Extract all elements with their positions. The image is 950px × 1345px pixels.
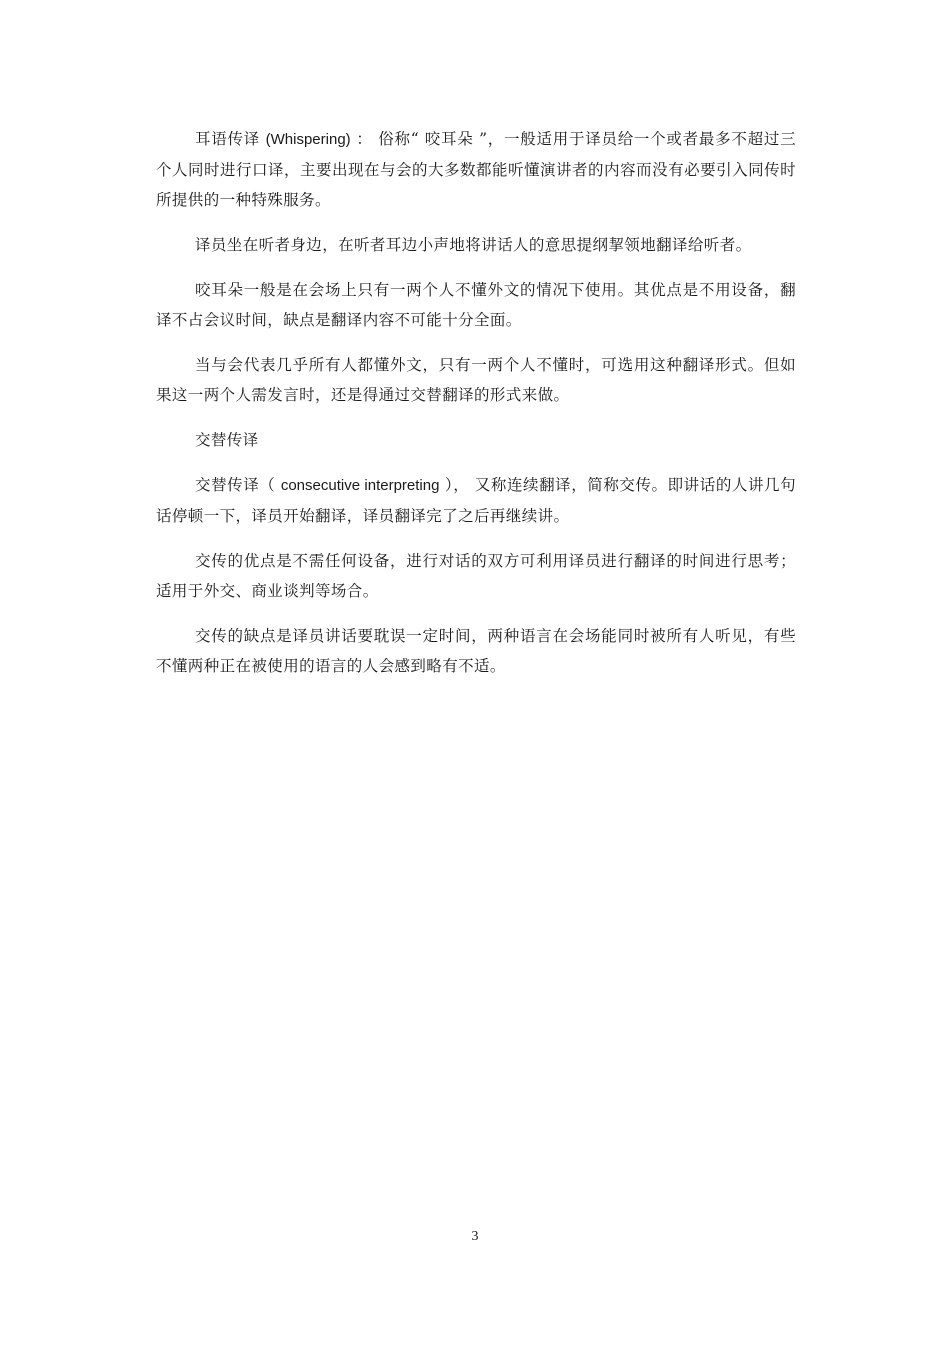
- section-heading-consecutive: [156, 425, 796, 455]
- paragraph-consecutive-definition: [156, 470, 796, 531]
- page-number: 3: [471, 1229, 479, 1244]
- paragraph-whispering-pros-cons: [156, 275, 796, 335]
- text-segment: 译员坐在听者身边，在听者耳边小声地将讲话人的意思提纲挈领地翻译给听者。: [195, 236, 752, 254]
- paragraph-consecutive-advantages: [156, 546, 796, 606]
- text-segment: 咬耳朵一般是在会场上只有一两个人不懂外文的情况下使用。其优点是不用设备，翻译不占会议时间，缺点是翻译内容不可能十分全面。: [156, 281, 796, 329]
- text-segment: 交替传译: [195, 431, 259, 449]
- text-segment: 交替传译（: [195, 476, 281, 494]
- text-segment: 交传的优点是不需任何设备，进行对话的双方可利用译员进行翻译的时间进行思考；适用于外交、商业谈判等场合。: [156, 552, 796, 600]
- text-segment: 耳语传译: [195, 130, 266, 148]
- paragraph-consecutive-disadvantages: [156, 621, 796, 681]
- text-segment-latin: consecutive interpreting: [280, 477, 440, 494]
- paragraph-whispering-usage: [156, 350, 796, 410]
- text-segment: ）， 又称连续翻译，简称交传。即讲话的人讲几句话停顿一下，译员开始翻译，译员翻译完了之后再继续讲。: [156, 476, 796, 525]
- text-segment-latin: (Whispering): [265, 131, 351, 148]
- paragraph-whispering-definition: [156, 124, 796, 215]
- paragraph-whispering-method: [156, 230, 796, 260]
- text-segment: 交传的缺点是译员讲话要耽误一定时间，两种语言在会场能同时被所有人听见，有些不懂两种正在被使用的语言的人会感到略有不适。: [156, 627, 796, 675]
- text-segment: ： 俗称“ 咬耳朵 ”，一般适用于译员给一个或者最多不超过三个人同时进行口译，主要出现在与会的大多数都能听懂演讲者的内容而没有必要引入同传时所提供的一种特殊服务。: [156, 130, 796, 209]
- text-segment: 当与会代表几乎所有人都懂外文，只有一两个人不懂时，可选用这种翻译形式。但如果这一两个人需发言时，还是得通过交替翻译的形式来做。: [156, 356, 796, 404]
- document-body: [156, 124, 796, 696]
